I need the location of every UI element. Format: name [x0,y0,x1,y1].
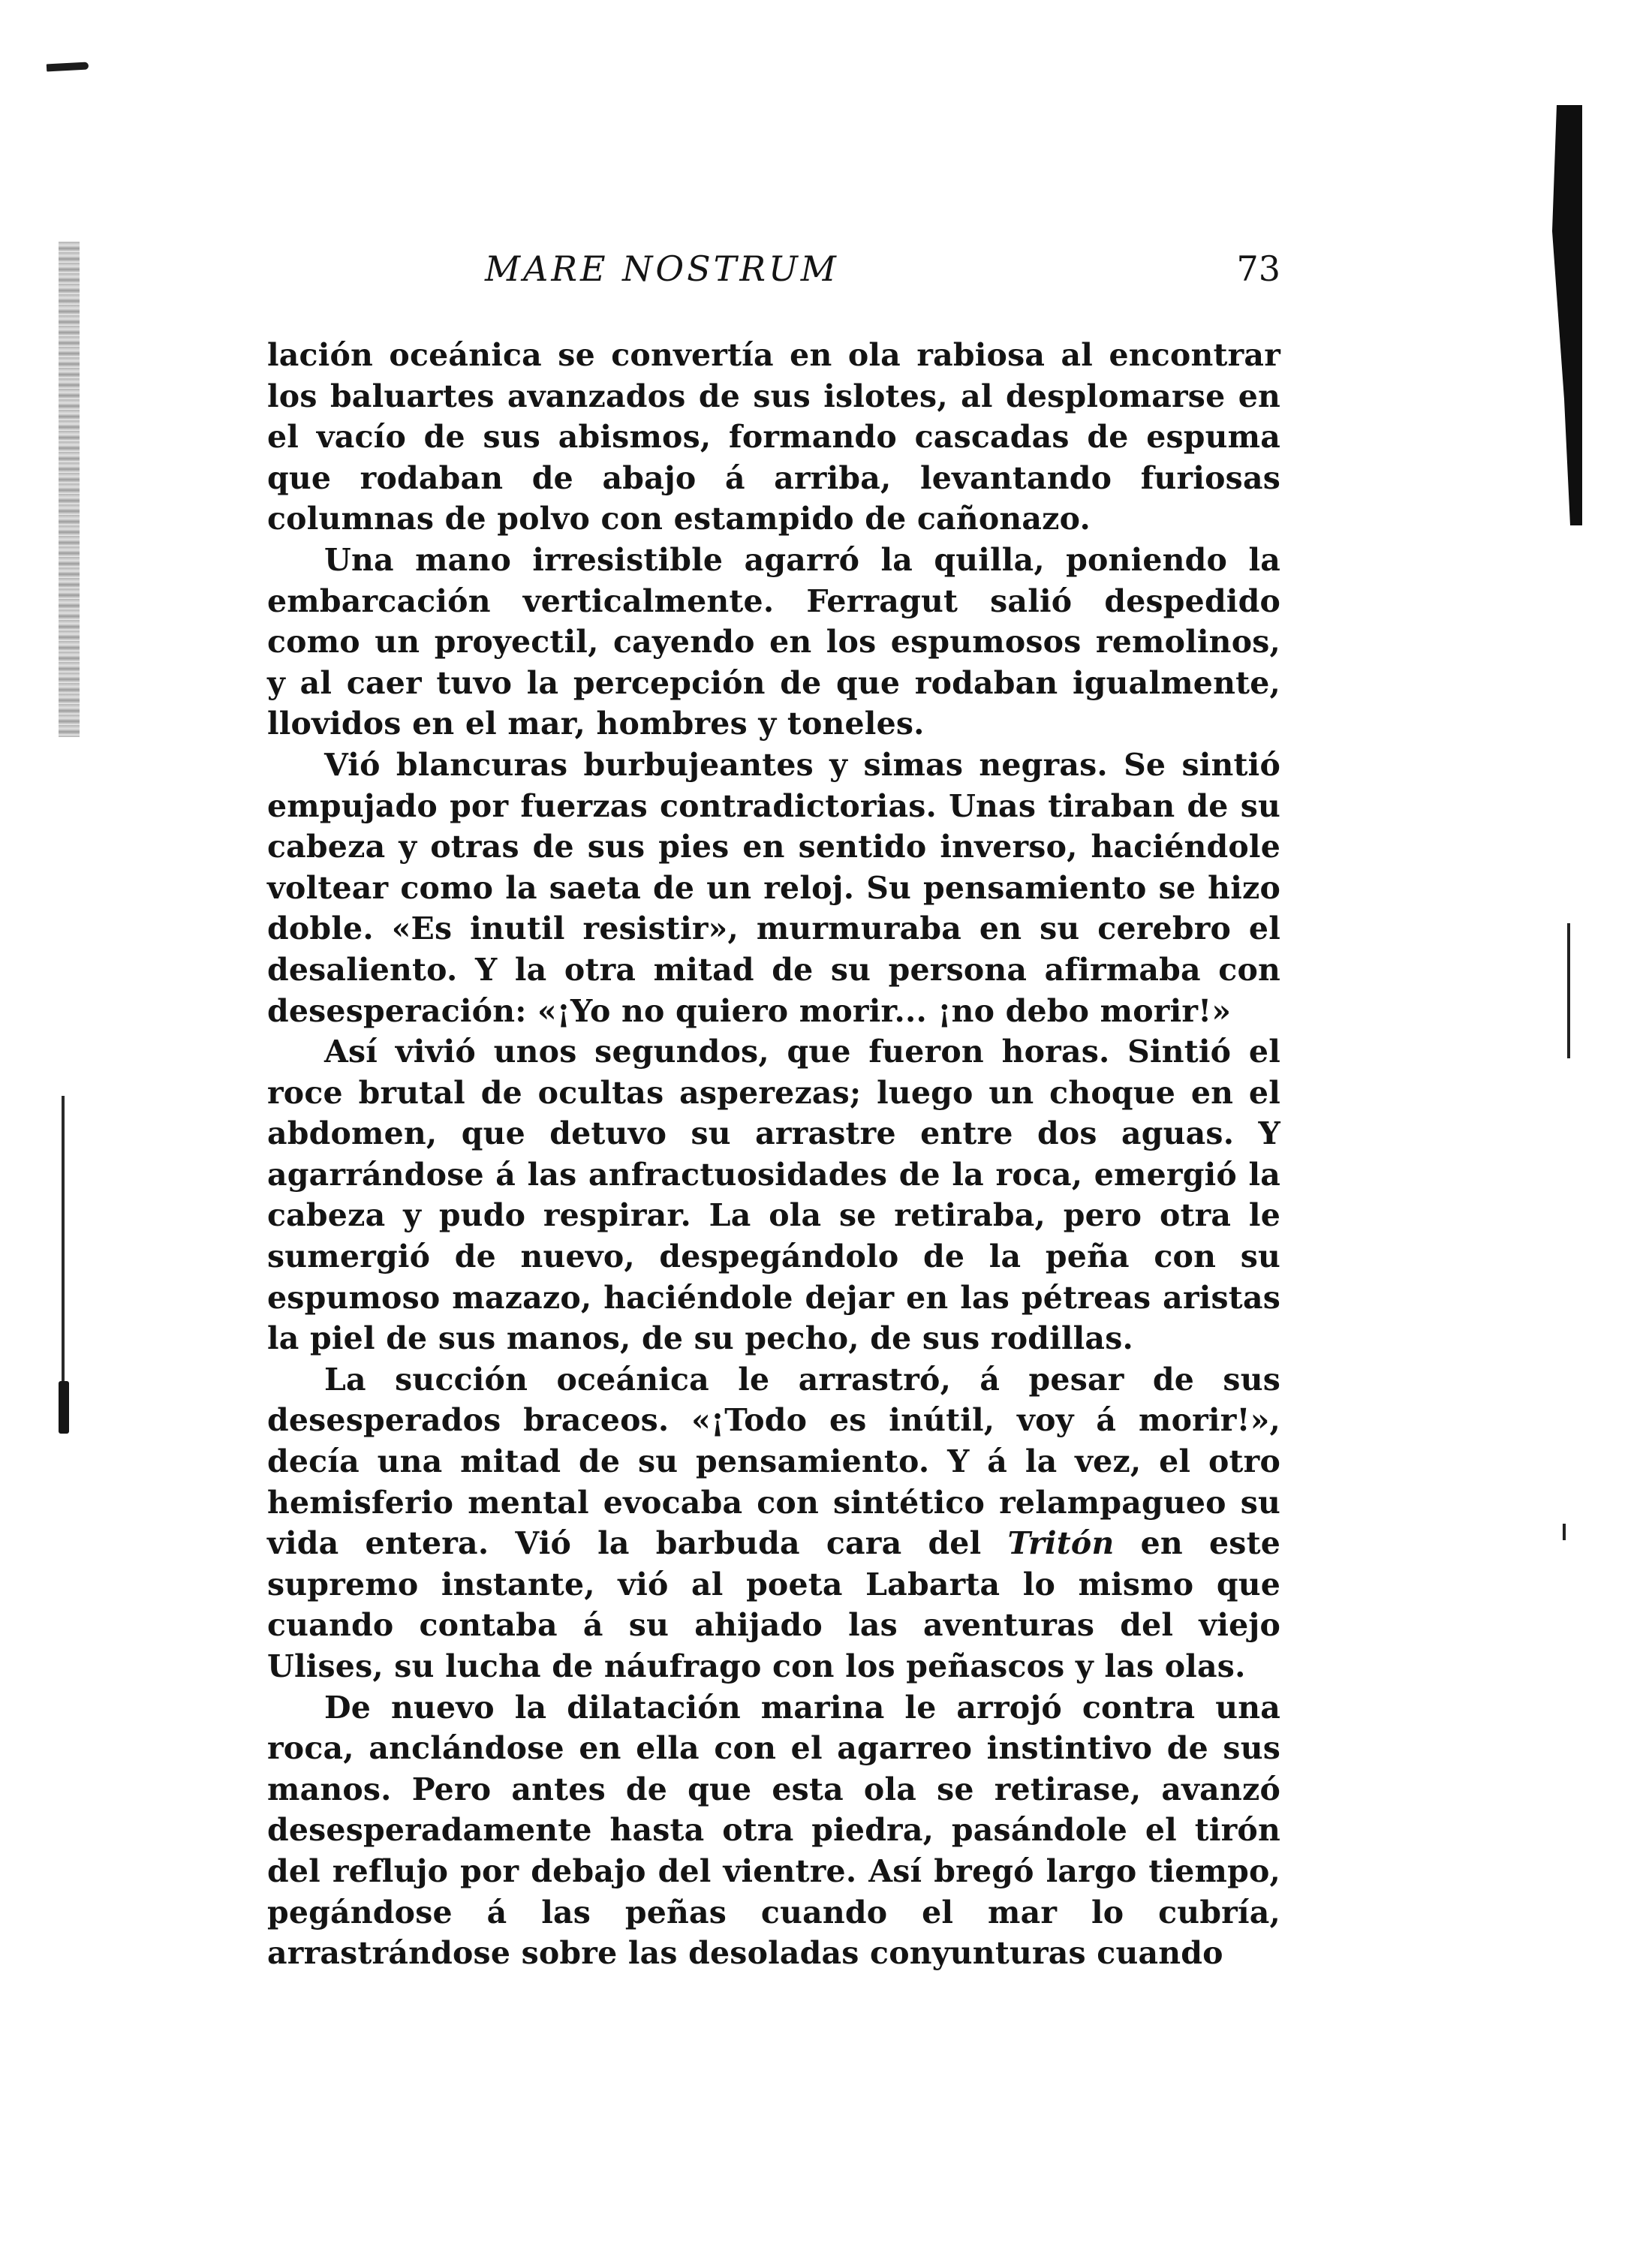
scan-edge-shadow [1552,105,1582,525]
running-title: MARE NOSTRUM [485,248,839,289]
page-header [267,246,1280,299]
body-text [267,335,1280,1974]
scan-edge-mark [1563,1524,1566,1540]
scan-smudge [47,62,89,72]
scan-edge-line [1567,923,1570,1058]
scan-edge-line [62,1096,65,1381]
paragraph: Una mano irresistible agarró la quilla, poniendo la embarcación verticalmente. Ferragut salió despedido como un proyectil, cayendo en los espumosos remolinos, y al caer tuvo la percepción de que rodaban igualmente, llovidos en el mar, hombres y toneles. [267,541,1280,742]
paragraph: lación oceánica se convertía en ola rabiosa al encontrar los baluartes avanzados de sus islotes, al desplomarse en el vacío de sus abismos, formando cascadas de espuma que rodaban de abajo á arriba, levantando furiosas columnas de polvo con estampido de cañonazo. [267,337,1280,537]
scan-edge-mark [59,1381,69,1434]
paragraph-text: La succión oceánica le arrastró, á pesar de sus desesperados braceos. «¡Todo es inútil, voy á morir!», decía una mitad de su pensamiento. Y á la vez, el otro hemisferio mental evocaba con sintético relampagueo su vida entera. Vió la barbuda cara del [267,1361,1280,1562]
paragraph [267,1359,1280,1687]
paragraph: Así vivió unos segundos, que fueron horas. Sintió el roce brutal de ocultas asperezas; luego un choque en el abdomen, que detuvo su arrastre entre dos aguas. Y agarrándose á las anfractuosidades de la roca, emergió la cabeza y pudo respirar. La ola se retiraba, pero otra le sumergió de nuevo, despegándolo de la peña con su espumoso mazazo, haciéndole dejar en las pétreas aristas la piel de sus manos, de su pecho, de sus rodillas. [267,1034,1280,1357]
paragraph: De nuevo la dilatación marina le arrojó contra una roca, anclándose en ella con el agarreo instintivo de sus manos. Pero antes de que esta ola se retirase, avanzó desesperadamente hasta otra piedra, pasándole el tirón del reflujo por debajo del vientre. Así bregó largo tiempo, pegándose á las peñas cuando el mar lo cubría, arrastrándose sobre las desoladas conyunturas cuando [267,1689,1280,1972]
paragraph-text: en este supremo instante, vió al poeta Labarta lo mismo que cuando contaba á su ahijado las aventuras del viejo Ulises, su lucha de náufrago con los peñascos y las olas. [267,1525,1280,1684]
scan-edge-shadow [59,242,80,737]
ship-name: Tritón [1007,1525,1115,1562]
page-number: 73 [1236,248,1280,289]
paragraph: Vió blancuras burbujeantes y simas negras. Se sintió empujado por fuerzas contradictorias. Unas tiraban de su cabeza y otras de sus pies en sentido inverso, haciéndole voltear como la saeta de un reloj. Su pensamiento se hizo doble. «Es inutil resistir», murmuraba en su cerebro el desaliento. Y la otra mitad de su persona afirmaba con desesperación: «¡Yo no quiero morir... ¡no debo morir!» [267,746,1280,1029]
